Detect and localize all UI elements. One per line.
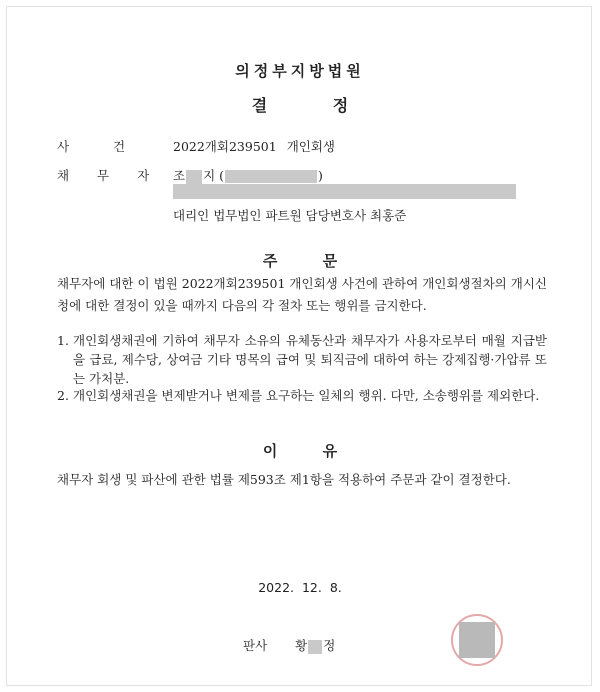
debtor-label: 채 무 자 bbox=[57, 168, 150, 183]
debtor-value bbox=[173, 166, 323, 184]
case-value bbox=[173, 137, 335, 155]
debtor-name-last: 지 ( bbox=[203, 168, 225, 183]
case-label: 사 건 bbox=[57, 139, 126, 154]
order-item-text: 개인회생채권에 기하여 채무자 소유의 유체동산과 채무자가 사용자로부터 매월 지급받을 급료, 제수당, 상여금 기타 명목의 급여 및 퇴직금에 대하여 하는 강제집행·가압류 또는 가처분. bbox=[73, 333, 547, 386]
reason-heading: 이 유 bbox=[262, 442, 338, 460]
redacted-name-block bbox=[186, 170, 202, 184]
order-item-2 bbox=[57, 386, 547, 405]
redacted-id-block bbox=[225, 170, 317, 183]
debtor-paren-close: ) bbox=[318, 168, 323, 183]
order-item-number: 2. bbox=[57, 388, 69, 403]
redacted-seal-block bbox=[459, 622, 495, 658]
judge-name-last: 정 bbox=[323, 638, 336, 653]
redacted-judge-name-block bbox=[308, 640, 322, 654]
order-item-1 bbox=[57, 331, 547, 388]
order-heading: 주 문 bbox=[262, 252, 338, 270]
court-seal bbox=[451, 614, 503, 666]
order-item-number: 1. bbox=[57, 333, 69, 348]
order-item-text: 개인회생채권을 변제받거나 변제를 요구하는 일체의 행위. 다만, 소송행위를 제외한다. bbox=[73, 388, 540, 403]
order-paragraph: 채무자에 대한 이 법원 2022개회239501 개인회생 사건에 관하여 개인회생절차의 개시신청에 대한 결정이 있을 때까지 다음의 각 절차 또는 행위를 금지한다. bbox=[57, 276, 547, 313]
debtor-name-first: 조 bbox=[173, 168, 186, 183]
redacted-address-block bbox=[173, 184, 516, 199]
case-type: 개인회생 bbox=[286, 139, 335, 154]
judge-role: 판사 bbox=[243, 638, 268, 653]
judge-name-first: 황 bbox=[295, 638, 308, 653]
reason-paragraph: 채무자 회생 및 파산에 관한 법률 제593조 제1항을 적용하여 주문과 같이 결정한다. bbox=[57, 472, 511, 487]
court-name: 의정부지방법원 bbox=[235, 62, 365, 80]
decision-date: 2022. 12. 8. bbox=[258, 580, 342, 595]
judge-signature-line bbox=[243, 636, 335, 654]
case-number: 2022개회239501 bbox=[173, 139, 277, 154]
document-title: 결 정 bbox=[251, 96, 349, 115]
debtor-agent: 대리인 법무법인 파트원 담당변호사 최홍준 bbox=[173, 208, 407, 223]
